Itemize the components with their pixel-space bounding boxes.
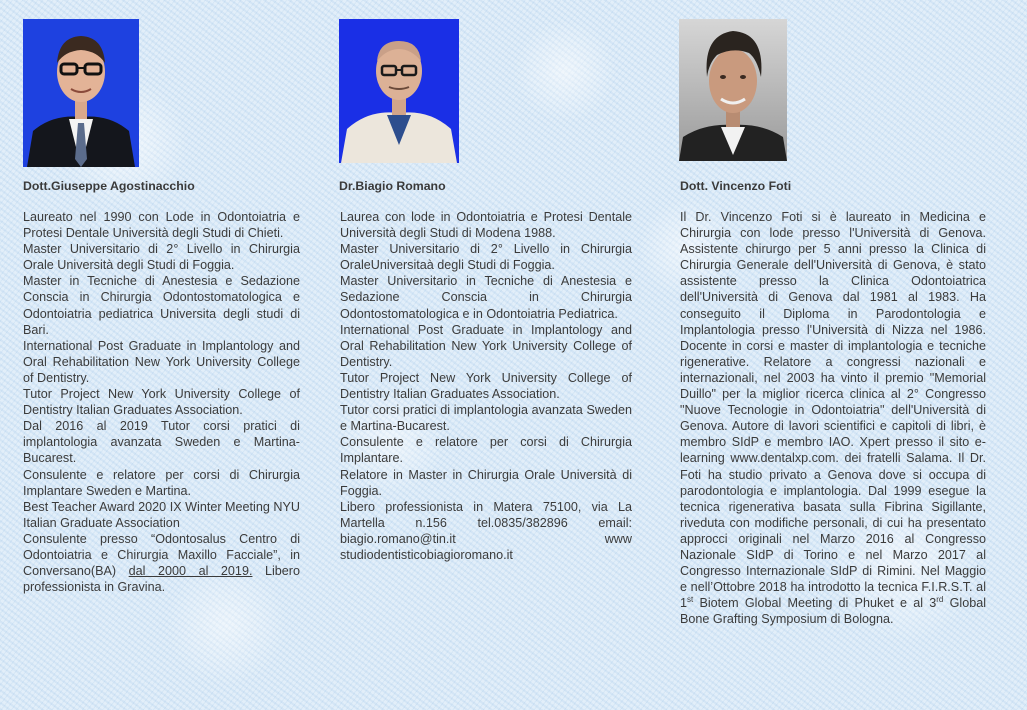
bio-line: Laureato nel 1990 con Lode in Odontoiatria e Protesi Dentale Università degli Studi di Chieti. (23, 210, 300, 241)
bio-line: Consulente e relatore per corsi di Chirurgia Implantare. (340, 435, 632, 466)
bio-line: Master Universitario di 2° Livello in Chirurgia OraleUniversitaà degli Studi di Foggia. (340, 242, 632, 273)
ordinal-suffix: st (687, 595, 694, 605)
bio-line: Tutor Project New York University College of Dentistry Italian Graduates Association. (340, 370, 632, 402)
bio-line: Relatore in Master in Chirurgia Orale Università di Foggia. (340, 467, 632, 498)
portrait-foti-image (679, 19, 787, 161)
ordinal-suffix: rd (936, 595, 944, 605)
bio-paragraph (680, 209, 986, 627)
portrait-romano-image (339, 19, 459, 163)
portrait-agostinacchio-image (23, 19, 139, 167)
bio-line: Master in Tecniche di Anestesia e Sedazione Conscia in Chirurgia Odontostomatologica e Odontoiatria pediatrica Universita degli studi di Bari. (23, 274, 300, 337)
doctor-name: Dott. Vincenzo Foti (680, 179, 792, 193)
bio-text: Libero professionista in Gravina. (23, 564, 301, 595)
bio-line: Master Universitario in Tecniche di Anestesia e Sedazione Conscia in Chirurgia Odontostomatologica e in Odontoiatria Pediatrica. (340, 274, 632, 321)
bio-line: Consulente e relatore per corsi di Chirurgia Implantare Sweden e Martina. (23, 467, 300, 498)
bio-line: International Post Graduate in Implantology and Oral Rehabilitation New York University College of Dentistry. (23, 338, 300, 385)
bio-line: Laurea con lode in Odontoiatria e Protesi Dentale Università degli Studi di Modena 1988. (340, 210, 632, 241)
bio-line (23, 531, 300, 595)
bio-line: International Post Graduate in Implantology and Oral Rehabilitation New York University College of Dentistry. (340, 322, 632, 369)
bio-text: Biotem Global Meeting di Phuket e al 3 (693, 596, 937, 611)
bio-text: Global Bone Grafting Symposium di Bologna. (680, 596, 987, 627)
doctor-bio (23, 209, 300, 595)
photo-romano (339, 19, 459, 163)
bio-line: Tutor corsi pratici di implantologia avanzata Sweden e Martina-Bucarest. (340, 403, 632, 434)
photo-foti (679, 19, 787, 161)
bio-underlined-period: dal 2000 al 2019. (128, 564, 253, 579)
bio-line: Best Teacher Award 2020 IX Winter Meeting NYU Italian Graduate Association (23, 499, 300, 530)
bio-line: Tutor Project New York University College of Dentistry Italian Graduates Association. (23, 387, 300, 418)
doctor-name: Dr.Biagio Romano (339, 179, 446, 193)
photo-agostinacchio (23, 19, 139, 167)
doctor-name: Dott.Giuseppe Agostinacchio (23, 179, 195, 193)
bio-line: Master Universitario di 2° Livello in Chirurgia Orale Università degli Studi di Foggia. (23, 242, 300, 273)
bio-line: Dal 2016 al 2019 Tutor corsi pratici di implantologia avanzata Sweden e Martina-Bucarest. (23, 419, 300, 466)
bio-text: Il Dr. Vincenzo Foti si è laureato in Medicina e Chirurgia con lode presso l'Università di Genova. Assistente chirurgo per 5 anni presso la Clinica di Chirurgia Generale dell'Università di Genova, è stato assistente presso la Clinica Odontoiatrica dell'Università di Genova dal 1981 al 1983. Ha conseguito il Diploma in Parodontologia e Implantologia presso l'Università di Nizza nel 1986. Docente in corsi e master di implantologia e tecniche rigenerative. Relatore a congressi nazionali e internazionali, nel 2003 ha vinto il premio "Memorial Duillo" per la miglior ricerca clinica al 2° Congresso "Nuove Tecnologie in Odontoiatria" dell'Università di Genova. Autore di lavori scientifici e capitoli di libri, è membro SIdP e membro IAO. Xpert presso il sito e-learning www.dentalxp.com. dei fratelli Salama. Il Dr. Foti ha studio privato a Genova dove si occupa di parodontologia e implantologia. Dal 1999 esegue la tecnica rigenerativa basata sulla Fibrina Sigillante, riveduta con modifiche personali, di cui ha presentato approcci originali nel Marzo 2016 al Congresso Nazionale SIdP di Torino e nel Marzo 2017 al Congresso Internazionale SIdP di Rimini. Nel Maggio e nell’Ottobre 2018 ha introdotto la tecnica F.I.R.S.T. al 1 (680, 210, 986, 611)
doctor-bio (680, 209, 986, 627)
bio-line: Libero professionista in Matera 75100, via La Martella n.156 tel.0835/382896 email: biagio.romano@tin.it www studiodentisticobiagioromano.it (340, 499, 632, 562)
doctor-bio (340, 209, 632, 563)
bio-text: Consulente presso “Odontosalus Centro di Odontoiatria e Chirurgia Maxillo Facciale”, in Conversano(BA) (23, 531, 300, 579)
